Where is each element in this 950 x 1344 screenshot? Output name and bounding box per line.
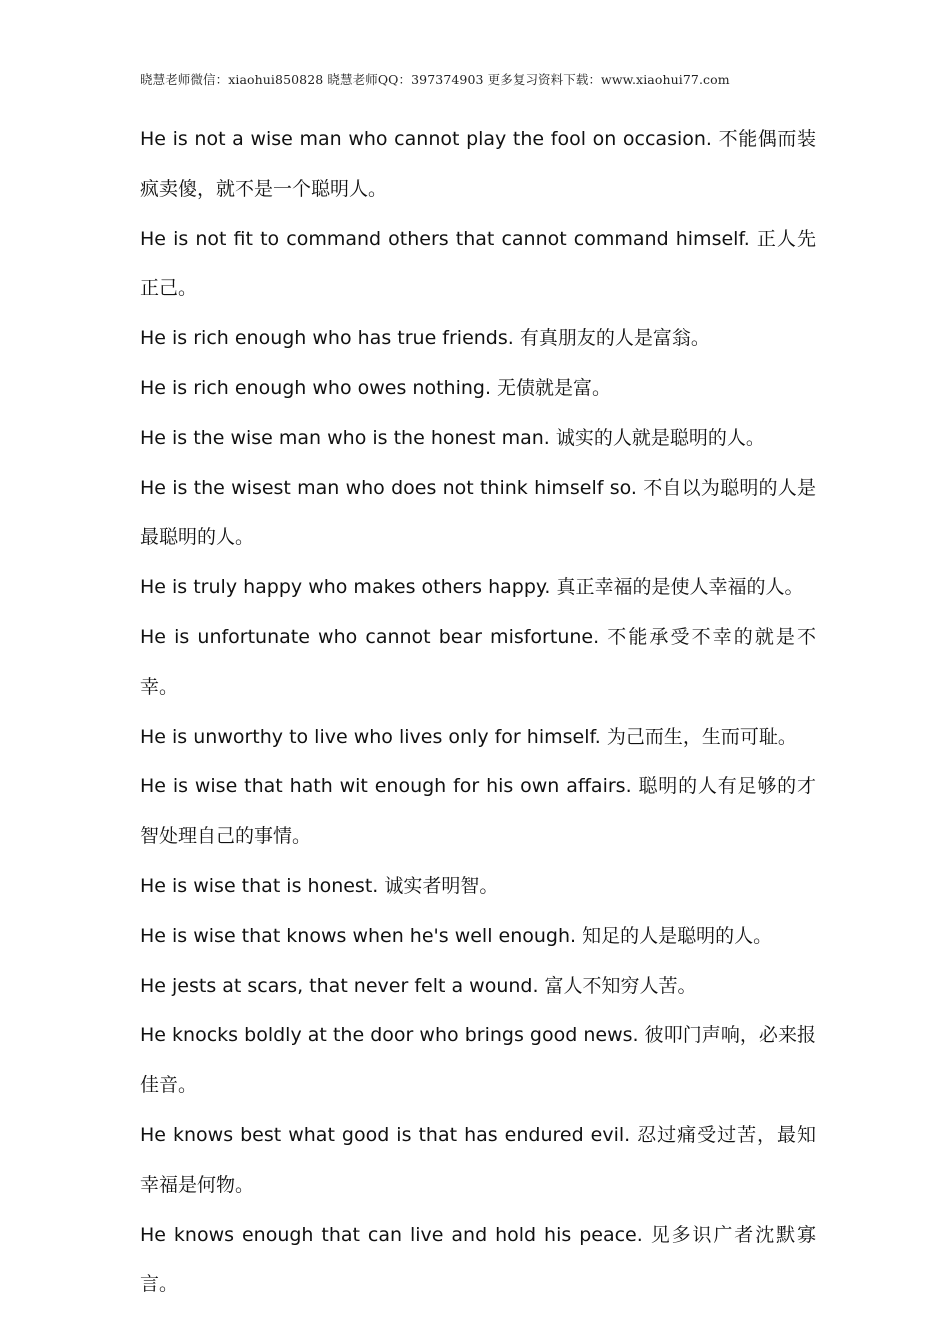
proverb-list (140, 115, 816, 1310)
proverb-entry: He knows enough that can live and hold his peace. 见多识广者沈默寡言。 (140, 1223, 816, 1296)
proverb-entry: He is wise that hath wit enough for his own affairs. 聪明的人有足够的才智处理自己的事情。 (140, 775, 816, 848)
proverb-entry: He is unfortunate who cannot bear misfortune. 不能承受不幸的就是不幸。 (140, 625, 816, 698)
proverb-entry: He is the wisest man who does not think himself so. 不自以为聪明的人是最聪明的人。 (140, 476, 816, 549)
page-header: 晓慧老师微信：xiaohui850828 晓慧老师QQ：397374903 更多复习资料下载：www.xiaohui77.com (140, 72, 730, 87)
proverb-entry: He is not a wise man who cannot play the fool on occasion. 不能偶而装疯卖傻，就不是一个聪明人。 (140, 128, 816, 200)
proverb-entry: He is rich enough who has true friends. 有真朋友的人是富翁。 (140, 327, 710, 350)
proverb-entry: He is the wise man who is the honest man. 诚实的人就是聪明的人。 (140, 426, 765, 449)
proverb-entry: He is rich enough who owes nothing. 无债就是富。 (140, 376, 612, 399)
proverb-entry: He knows best what good is that has endured evil. 忍过痛受过苦，最知幸福是何物。 (140, 1123, 816, 1196)
proverb-entry: He is not fit to command others that cannot command himself. 正人先正己。 (140, 227, 816, 300)
proverb-entry: He is wise that knows when he's well enough. 知足的人是聪明的人。 (140, 924, 773, 947)
proverb-entry: He jests at scars, that never felt a wound. 富人不知穷人苦。 (140, 974, 697, 997)
proverb-entry: He is unworthy to live who lives only for himself. 为己而生，生而可耻。 (140, 725, 797, 748)
proverb-entry: He is wise that is honest. 诚实者明智。 (140, 874, 499, 897)
proverb-entry: He is truly happy who makes others happy. 真正幸福的是使人幸福的人。 (140, 576, 804, 599)
proverb-entry: He knocks boldly at the door who brings good news. 彼叩门声响，必来报佳音。 (140, 1024, 816, 1097)
